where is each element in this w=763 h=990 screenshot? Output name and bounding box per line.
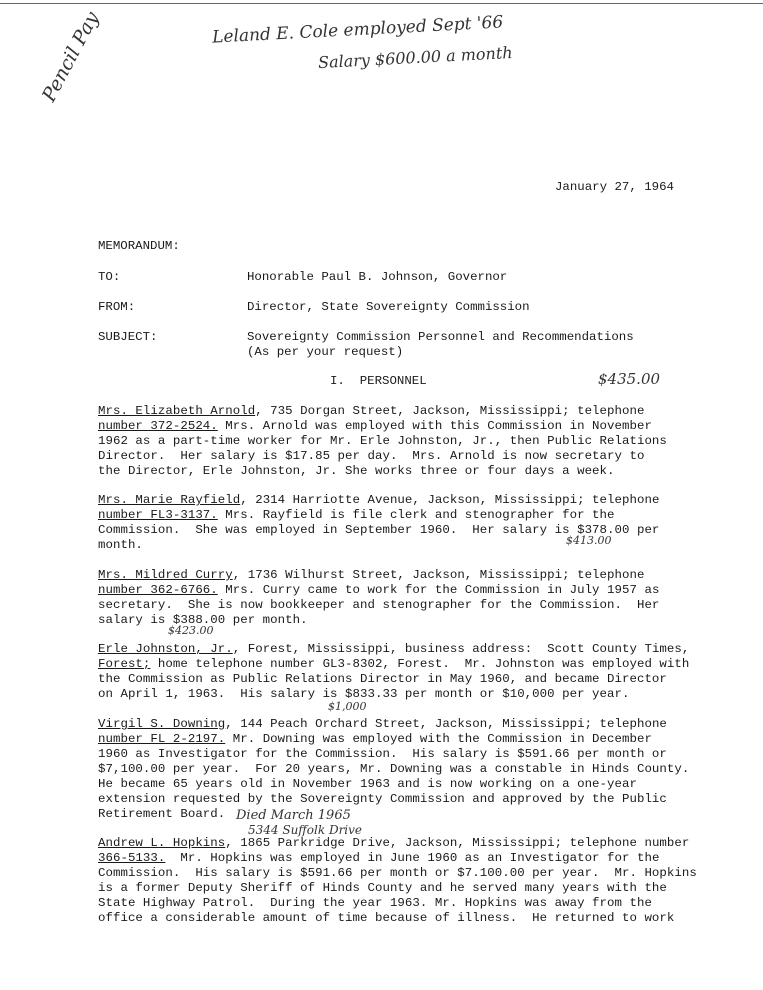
handwritten-curry-note: $423.00	[168, 624, 214, 637]
subject-line-2: (As per your request)	[247, 345, 404, 359]
memo-date: January 27, 1964	[555, 180, 674, 194]
handwritten-margin-note: Pencil Pay	[38, 8, 104, 106]
to-label: TO:	[98, 270, 121, 284]
handwritten-downing-note2: 5344 Suffolk Drive	[248, 823, 363, 837]
person-name: Erle Johnston, Jr.	[98, 642, 233, 656]
person-name: Virgil S. Downing	[98, 717, 226, 731]
handwritten-top-line2: Salary $600.00 a month	[317, 42, 514, 73]
section-title: I. PERSONNEL	[330, 374, 427, 388]
scan-edge-line	[0, 3, 763, 4]
from-label: FROM:	[98, 300, 136, 314]
person-name: Mrs. Mildred Curry	[98, 568, 233, 582]
memorandum-label: MEMORANDUM:	[98, 239, 180, 253]
person-name: Andrew L. Hopkins	[98, 836, 226, 850]
from-value: Director, State Sovereignty Commission	[247, 300, 530, 314]
handwritten-johnston-note: $1,000	[328, 700, 367, 713]
subject-label: SUBJECT:	[98, 330, 158, 344]
person-name: Mrs. Elizabeth Arnold	[98, 404, 256, 418]
handwritten-rayfield-note: $413.00	[566, 534, 612, 547]
handwritten-salary-note: $435.00	[598, 370, 661, 388]
handwritten-downing-note1: Died March 1965	[236, 808, 351, 823]
subject-line-1: Sovereignty Commission Personnel and Recommendations	[247, 330, 634, 344]
memo-page: Pencil Pay Leland E. Cole employed Sept '66 Salary $600.00 a month $435.00 $413.00 $423.00 $1,000 Died March 1965 5344 Suffolk Drive January 27, 1964 MEMORANDUM: TO: Honorable Paul B. Johnson, Governor FROM: Director, State Sovereignty Commission SUBJECT: Sovereignty Commission Personnel and Recommendations (As per your request) I. PERSONNEL Mrs. Elizabeth Arnold, 735 Dorgan Street, Jackson, Mississippi; telephone number 372-2524. Mrs. Arnold was employed with this Commission in November 1962 as a part-time worker for Mr. Erle Johnston, Jr., then Public Relations Director. Her salary is $17.85 per day. Mrs. Arnold is now secretary to the Director, Erle Johnston, Jr. She works three or four days a week. Mrs. Marie Rayfield, 2314 Harriotte Avenue, Jackson, Mississippi; telephone number FL3-3137. Mrs. Rayfield is file clerk and stenographer for the Commission. She was employed in September 1960. Her salary is $378.00 per month. Mrs. Mildred Curry, 1736 Wilhurst Street, Jackson, Mississippi; telephone number 362-6766. Mrs. Curry came to work for the Commission in July 1957 as secretary. She is now bookkeeper and stenographer for the Commission. Her salary is $388.00 per month. Erle Johnston, Jr., Forest, Mississippi, business address: Scott County Times, Forest; home telephone number GL3-8302, Forest. Mr. Johnston was employed with the Commission as Public Relations Director in May 1960, and became Director on April 1, 1963. His salary is $833.33 per month or $10,000 per year. Virgil S. Downing, 144 Peach Orchard Street, Jackson, Mississippi; telephone number FL 2-2197. Mr. Downing was employed with the Commission in December 1960 as Investigator for the Commission. His salary is $591.66 per month or $7,100.00 per year. For 20 years, Mr. Downing was a constable in Hinds County. He became 65 years old in November 1963 and is now working on a one-year extension requested by the Sovereignty Commission and approved by the Public Retirement Board. Andrew L. Hopkins, 1865 Parkridge Drive, Jackson, Mississippi; telephone number 366-5133. Mr. Hopkins was employed in June 1960 as an Investigator for the Commission. His salary is $591.66 per month or $7.100.00 per year. Mr. Hopkins is a former Deputy Sheriff of Hinds County and he served many years with the State Highway Patrol. During the year 1963. Mr. Hopkins was away from the office a considerable amount of time because of illness. He returned to work	[0, 0, 763, 990]
person-name: Mrs. Marie Rayfield	[98, 493, 241, 507]
to-value: Honorable Paul B. Johnson, Governor	[247, 270, 508, 284]
handwritten-top-line1: Leland E. Cole employed Sept '66	[211, 12, 504, 48]
